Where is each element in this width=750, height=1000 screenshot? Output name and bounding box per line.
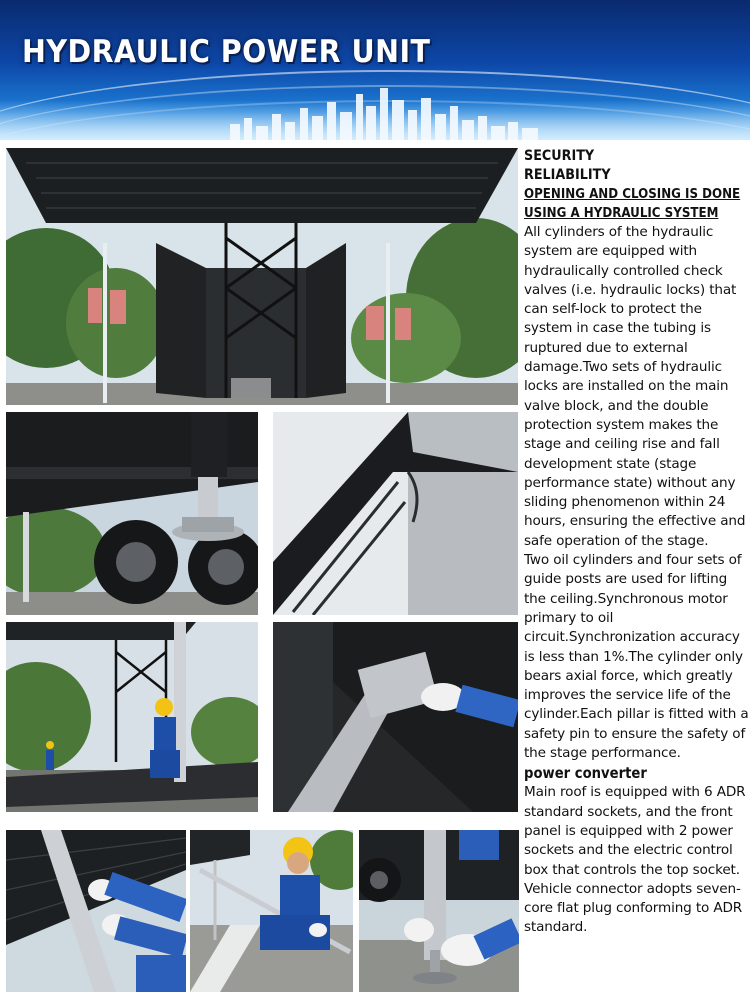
paragraph-oil-cylinders: Two oil cylinders and four sets of guide posts are used for lifting the ceiling.Synchronous motor primary to oil circuit.Synchronization accuracy is less than 1%.The cylinder only bears axial force, which greatly improves the service life of the cylinder.Each pillar is fitted with a safety pin to ensure the safety of the stage performance.	[524, 552, 749, 762]
paragraph-vehicle-connector: Vehicle connector adopts seven-core flat plug conforming to ADR standard.	[524, 880, 743, 936]
heading-opening-line-2: USING A HYDRAULIC SYSTEM	[524, 205, 719, 221]
photo-pillar-safety-pin	[273, 622, 518, 812]
hands-photo-icon	[6, 830, 186, 992]
paragraph-sockets: Main roof is equipped with 6 ADR standard sockets, and the front panel is equipped with 2 power sockets and the electric control box that controls the top socket.	[524, 784, 746, 878]
banner-title: HYDRAULIC POWER UNIT	[22, 34, 431, 70]
description-column	[524, 147, 750, 997]
photo-roof-corner-hinge	[273, 412, 518, 615]
worker-crouch-photo-icon	[190, 830, 353, 992]
worker-photo-icon	[6, 622, 258, 812]
pillar-photo-icon	[273, 622, 518, 812]
photo-worker-installing-pillar	[6, 622, 258, 812]
base-photo-icon	[359, 830, 519, 992]
heading-opening-line-1: OPENING AND CLOSING IS DONE	[524, 186, 741, 202]
city-skyline-icon	[0, 80, 750, 140]
cylinder-photo-icon	[6, 412, 258, 615]
photo-pillar-base-socket	[359, 830, 519, 992]
stage-truck-photo-icon	[6, 148, 518, 405]
photo-worker-crouching-pole	[190, 830, 353, 992]
header-banner	[0, 0, 750, 140]
heading-reliability: RELIABILITY	[524, 167, 611, 183]
paragraph-hydraulic-locks: All cylinders of the hydraulic system are equipped with hydraulically controlled check valves (i.e. hydraulic locks) that can self-lock to protect the system in case the tubing is ruptured due to external damage.Two sets of hydraulic locks are installed on the main valve block, and the double protection system makes the stage and ceiling rise and fall development state (stage performance state) without any sliding phenomenon within 24 hours, ensuring the effective and safe operation of the stage.	[524, 224, 746, 549]
heading-security: SECURITY	[524, 148, 595, 164]
photo-guide-post-hands	[6, 830, 186, 992]
photo-stage-truck-open	[6, 148, 518, 405]
photo-hydraulic-cylinder-wheel	[6, 412, 258, 615]
heading-power-converter: power converter	[524, 764, 647, 783]
hinge-photo-icon	[273, 412, 518, 615]
